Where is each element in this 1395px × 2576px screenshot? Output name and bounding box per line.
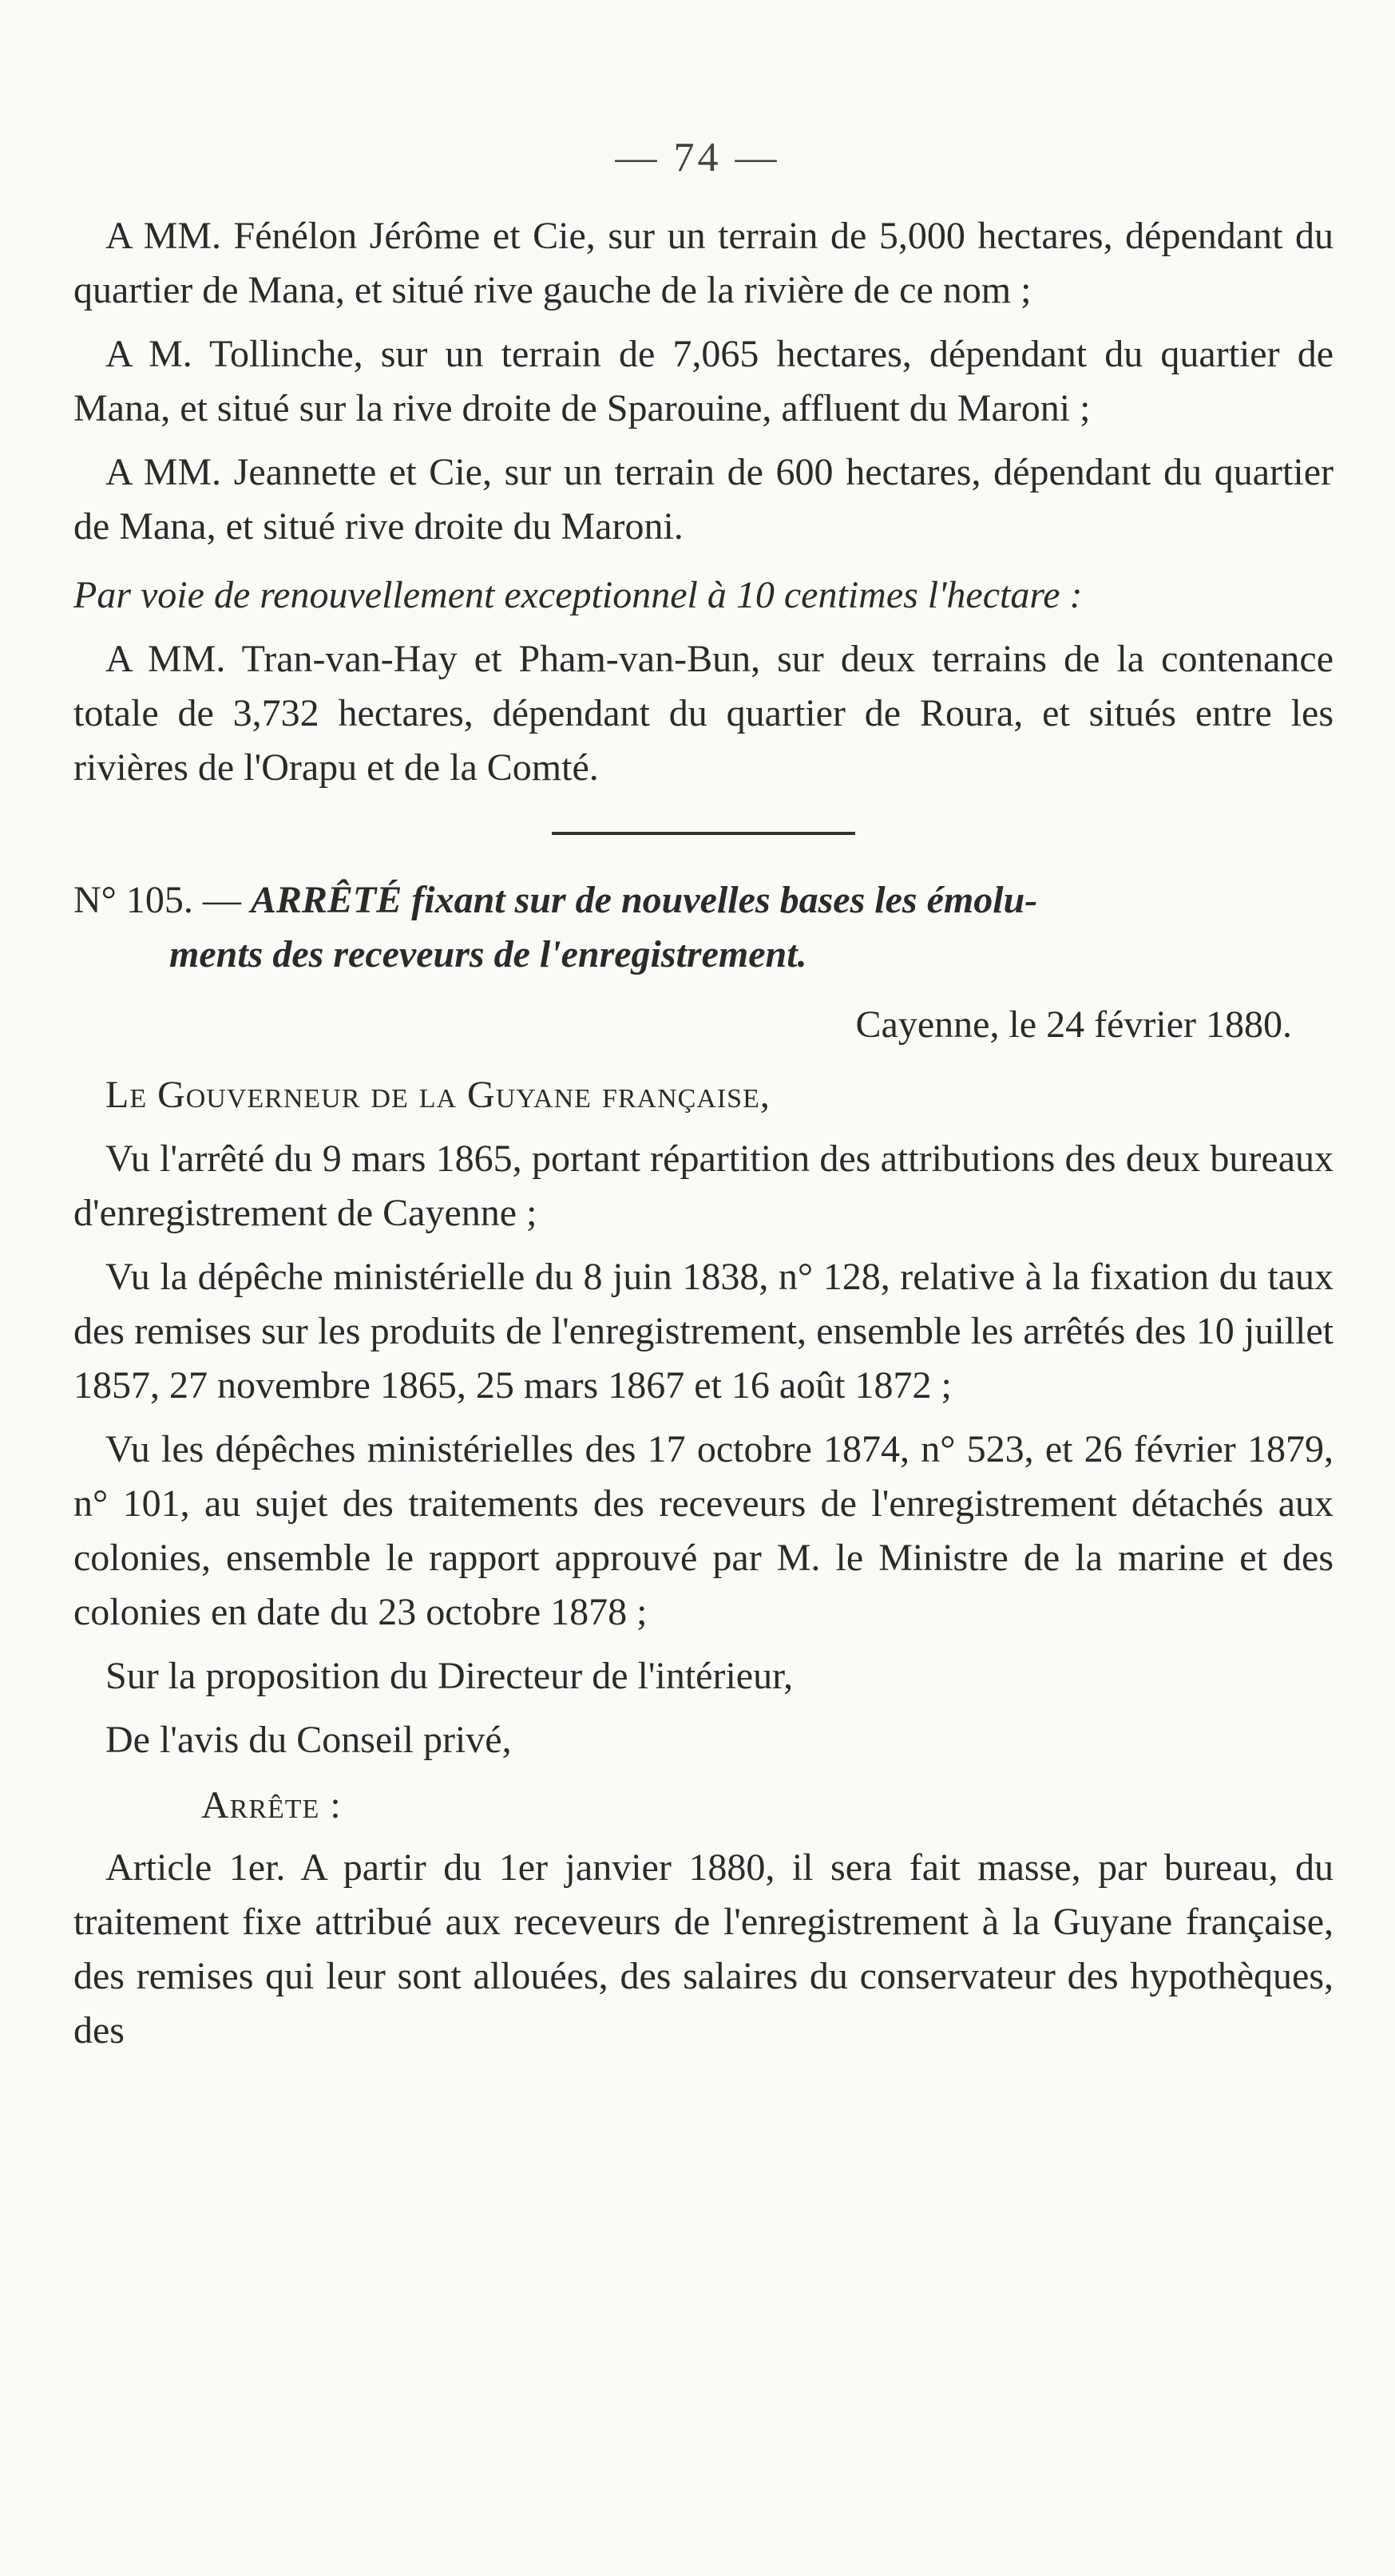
arrete-title-line1: ARRÊTÉ fixant sur de nouvelles bases les émolu- <box>250 879 1038 921</box>
governor-line: Le Gouverneur de la Guyane française, <box>105 1074 771 1116</box>
section-divider <box>552 832 855 835</box>
article-1: Article 1er. A partir du 1er janvier 1880, il sera fait masse, par bureau, du traitement fixe attribué aux receveurs de l'enregistrement à la Guyane française, des remises qui leur sont allouées, des salaires du conservateur des hypothèques, des <box>73 1846 1334 2052</box>
paragraph-tollinche: A M. Tollinche, sur un terrain de 7,065 hectares, dépendant du quartier de Mana, et situé sur la rive droite de Sparouine, affluent du Maroni ; <box>73 333 1334 429</box>
page-number: — 74 — <box>615 135 780 180</box>
considerant-1: Vu l'arrêté du 9 mars 1865, portant répartition des attributions des deux bureaux d'enregistrement de Cayenne ; <box>73 1138 1334 1234</box>
body-text <box>73 209 1334 2068</box>
arrete-number: N° 105. — <box>73 879 241 921</box>
paragraph-fenelon: A MM. Fénélon Jérôme et Cie, sur un terrain de 5,000 hectares, dépendant du quartier de Mana, et situé rive gauche de la rivière de ce nom ; <box>73 215 1334 311</box>
considerant-2: Vu la dépêche ministérielle du 8 juin 1838, n° 128, relative à la fixation du taux des remises sur les produits de l'enregistrement, ensemble les arrêtés des 10 juillet 1857, 27 novembre 1865, 25 mars 1867 et 16 août 1872 ; <box>73 1256 1334 1407</box>
considerant-4: Sur la proposition du Directeur de l'intérieur, <box>105 1655 794 1697</box>
italic-heading: Par voie de renouvellement exceptionnel à 10 centimes l'hectare : <box>73 574 1083 616</box>
arrete-title-line2: ments des receveurs de l'enregistrement. <box>169 933 807 975</box>
paragraph-roura: A MM. Tran-van-Hay et Pham-van-Bun, sur deux terrains de la contenance totale de 3,732 hectares, dépendant du quartier de Roura, et situés entre les rivières de l'Orapu et de la Comté. <box>73 638 1334 789</box>
place-date: Cayenne, le 24 février 1880. <box>855 1003 1292 1046</box>
considerant-3: Vu les dépêches ministérielles des 17 octobre 1874, n° 523, et 26 février 1879, n° 101, au sujet des traitements des receveurs de l'enregistrement détachés aux colonies, ensemble le rapport approuvé par M. le Ministre de la marine et des colonies en date du 23 octobre 1878 ; <box>73 1428 1334 1633</box>
arrete-label: Arrête : <box>201 1784 342 1826</box>
paragraph-jeannette: A MM. Jeannette et Cie, sur un terrain de 600 hectares, dépendant du quartier de Mana, et situé rive droite du Maroni. <box>73 451 1334 548</box>
considerant-5: De l'avis du Conseil privé, <box>105 1719 512 1761</box>
arrete-heading <box>73 873 1334 982</box>
